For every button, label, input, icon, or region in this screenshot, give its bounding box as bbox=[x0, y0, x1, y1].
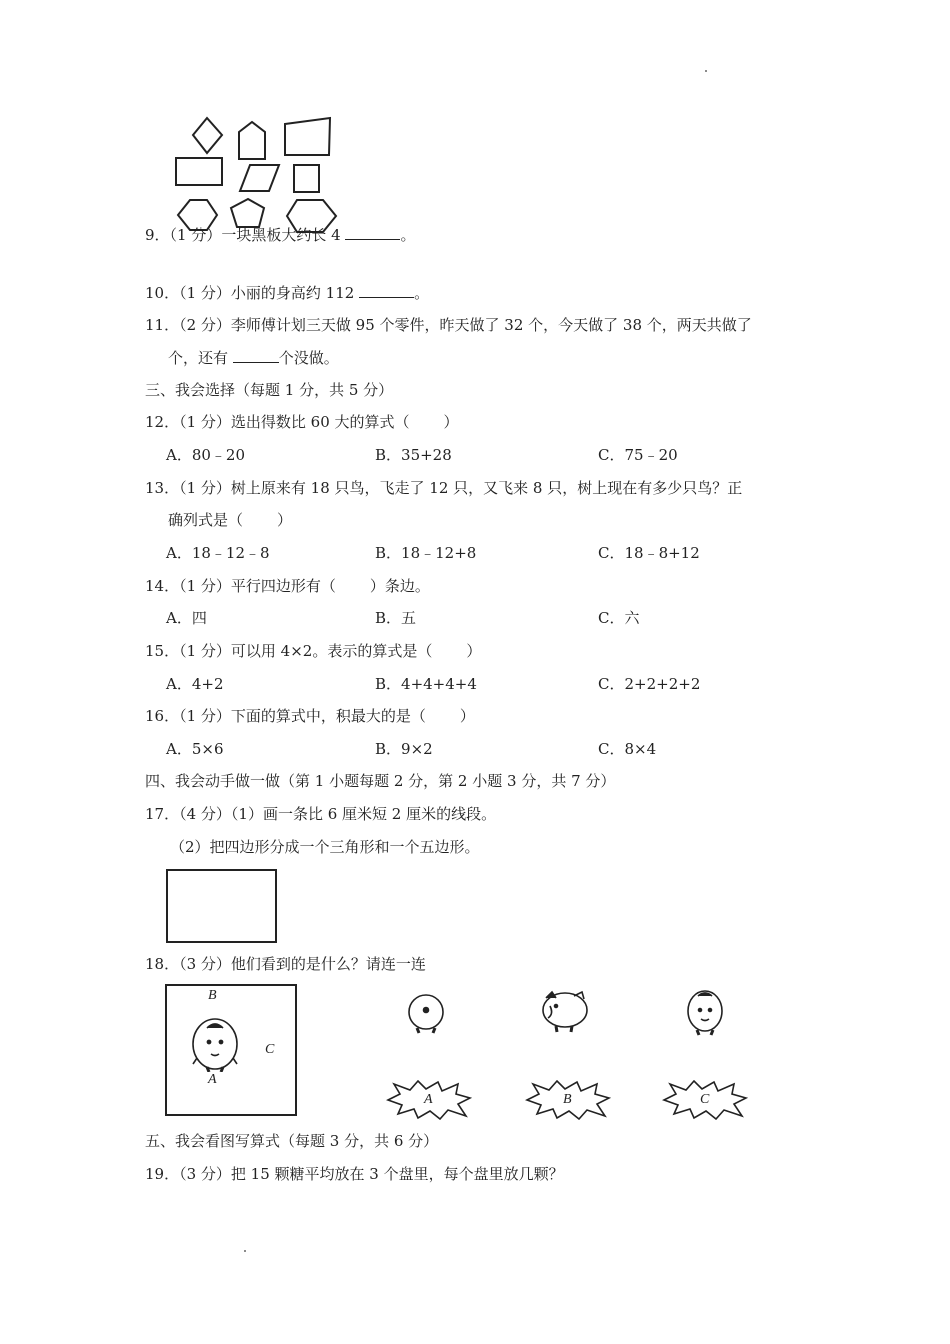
question-11-part-b: 个没做。 bbox=[278, 349, 339, 367]
view-front-figure bbox=[684, 984, 726, 1036]
option-c[interactable]: C．2+2+2+2 bbox=[598, 675, 701, 693]
question-11-line2 bbox=[168, 347, 339, 369]
question-17-line1: 17．（4 分）（1）画一条比 6 厘米短 2 厘米的线段。 bbox=[145, 805, 497, 823]
question-16-close: ） bbox=[459, 707, 475, 725]
trapezoid-shape bbox=[285, 118, 330, 155]
question-13-close: ） bbox=[277, 511, 293, 529]
question-13-line1: 13．（1 分）树上原来有 18 只鸟，飞走了 12 只，又飞来 8 只，树上现在有多少只鸟？正 bbox=[145, 479, 743, 497]
star-label-b: B bbox=[563, 1092, 572, 1107]
parallelogram-shape bbox=[240, 165, 279, 191]
option-b[interactable]: B．35+28 bbox=[375, 446, 452, 464]
scan-dot bbox=[705, 70, 707, 72]
star-burst-a[interactable] bbox=[386, 1080, 472, 1120]
question-16-stem: 16．（1 分）下面的算式中，积最大的是（ bbox=[145, 707, 426, 725]
rectangle-shape bbox=[176, 158, 222, 185]
view-box bbox=[165, 984, 297, 1116]
option-a[interactable]: A．4+2 bbox=[166, 675, 224, 693]
option-a[interactable]: A．80﹣20 bbox=[166, 446, 246, 464]
question-10-end: 。 bbox=[414, 284, 430, 302]
option-a[interactable]: A．18﹣12﹣8 bbox=[166, 544, 270, 562]
answer-blank[interactable] bbox=[345, 225, 400, 240]
question-9-end: 。 bbox=[400, 226, 416, 244]
scan-dot bbox=[244, 1250, 246, 1252]
section-5-heading: 五、我会看图写算式（每题 3 分，共 6 分） bbox=[145, 1132, 439, 1150]
answer-blank[interactable] bbox=[233, 348, 279, 363]
option-b[interactable]: B．9×2 bbox=[375, 740, 433, 758]
question-10 bbox=[145, 282, 429, 304]
option-c[interactable]: C．六 bbox=[598, 609, 640, 627]
section-3-heading: 三、我会选择（每题 1 分，共 5 分） bbox=[145, 381, 394, 399]
question-16 bbox=[145, 705, 475, 727]
question-14 bbox=[145, 575, 430, 597]
question-11-part-a: 个，还有 bbox=[168, 349, 233, 367]
question-17-line2: （2）把四边形分成一个三角形和一个五边形。 bbox=[170, 838, 480, 856]
question-15-close: ） bbox=[466, 642, 482, 660]
answer-blank[interactable] bbox=[359, 283, 414, 298]
square-shape bbox=[294, 165, 319, 192]
question-11-line1: 11．（2 分）李师傅计划三天做 95 个零件，昨天做了 32 个，今天做了 38 个，两天共做了 bbox=[145, 316, 752, 334]
question-13-line2-text: 确列式是（ bbox=[168, 511, 244, 529]
option-b[interactable]: B．4+4+4+4 bbox=[375, 675, 477, 693]
quadrilateral-box[interactable] bbox=[166, 869, 277, 943]
question-12 bbox=[145, 411, 459, 433]
shapes-figure bbox=[160, 112, 350, 240]
pentagon-shape bbox=[231, 199, 264, 227]
star-burst-c[interactable] bbox=[662, 1080, 748, 1120]
question-12-close: ） bbox=[443, 413, 459, 431]
question-12-stem: 12．（1 分）选出得数比 60 大的算式（ bbox=[145, 413, 410, 431]
option-a[interactable]: A．5×6 bbox=[166, 740, 224, 758]
view-side-figure bbox=[538, 986, 592, 1034]
question-14-stem: 14．（1 分）平行四边形有（ bbox=[145, 577, 336, 595]
label-b: B bbox=[208, 988, 217, 1003]
question-15 bbox=[145, 640, 481, 662]
question-19-stem: 19．（3 分）把 15 颗糖平均放在 3 个盘里，每个盘里放几颗？ bbox=[145, 1165, 564, 1183]
option-c[interactable]: C．75﹣20 bbox=[598, 446, 678, 464]
question-9-text: 9．（1 分）一块黑板大约长 4 bbox=[145, 226, 346, 244]
section-4-heading: 四、我会动手做一做（第 1 小题每题 2 分，第 2 小题 3 分，共 7 分） bbox=[145, 772, 616, 790]
rhombus-shape bbox=[193, 118, 222, 153]
option-a[interactable]: A．四 bbox=[166, 609, 207, 627]
view-back-figure bbox=[405, 990, 447, 1036]
pentagon-house-shape bbox=[239, 122, 265, 159]
question-15-stem: 15．（1 分）可以用 4×2。表示的算式是（ bbox=[145, 642, 433, 660]
star-label-c: C bbox=[700, 1092, 710, 1107]
star-label-a: A bbox=[424, 1092, 433, 1107]
label-c: C bbox=[265, 1042, 275, 1057]
character-top-figure bbox=[187, 1008, 243, 1072]
question-14-close: ）条边。 bbox=[369, 577, 430, 595]
option-b[interactable]: B．五 bbox=[375, 609, 417, 627]
question-10-text: 10．（1 分）小丽的身高约 112 bbox=[145, 284, 360, 302]
label-a: A bbox=[208, 1072, 217, 1087]
option-c[interactable]: C．8×4 bbox=[598, 740, 657, 758]
question-13-line2 bbox=[168, 509, 292, 531]
option-b[interactable]: B．18﹣12+8 bbox=[375, 544, 477, 562]
question-18-stem: 18．（3 分）他们看到的是什么？请连一连 bbox=[145, 955, 426, 973]
option-c[interactable]: C．18﹣8+12 bbox=[598, 544, 700, 562]
star-burst-b[interactable] bbox=[525, 1080, 611, 1120]
question-9 bbox=[145, 224, 415, 246]
